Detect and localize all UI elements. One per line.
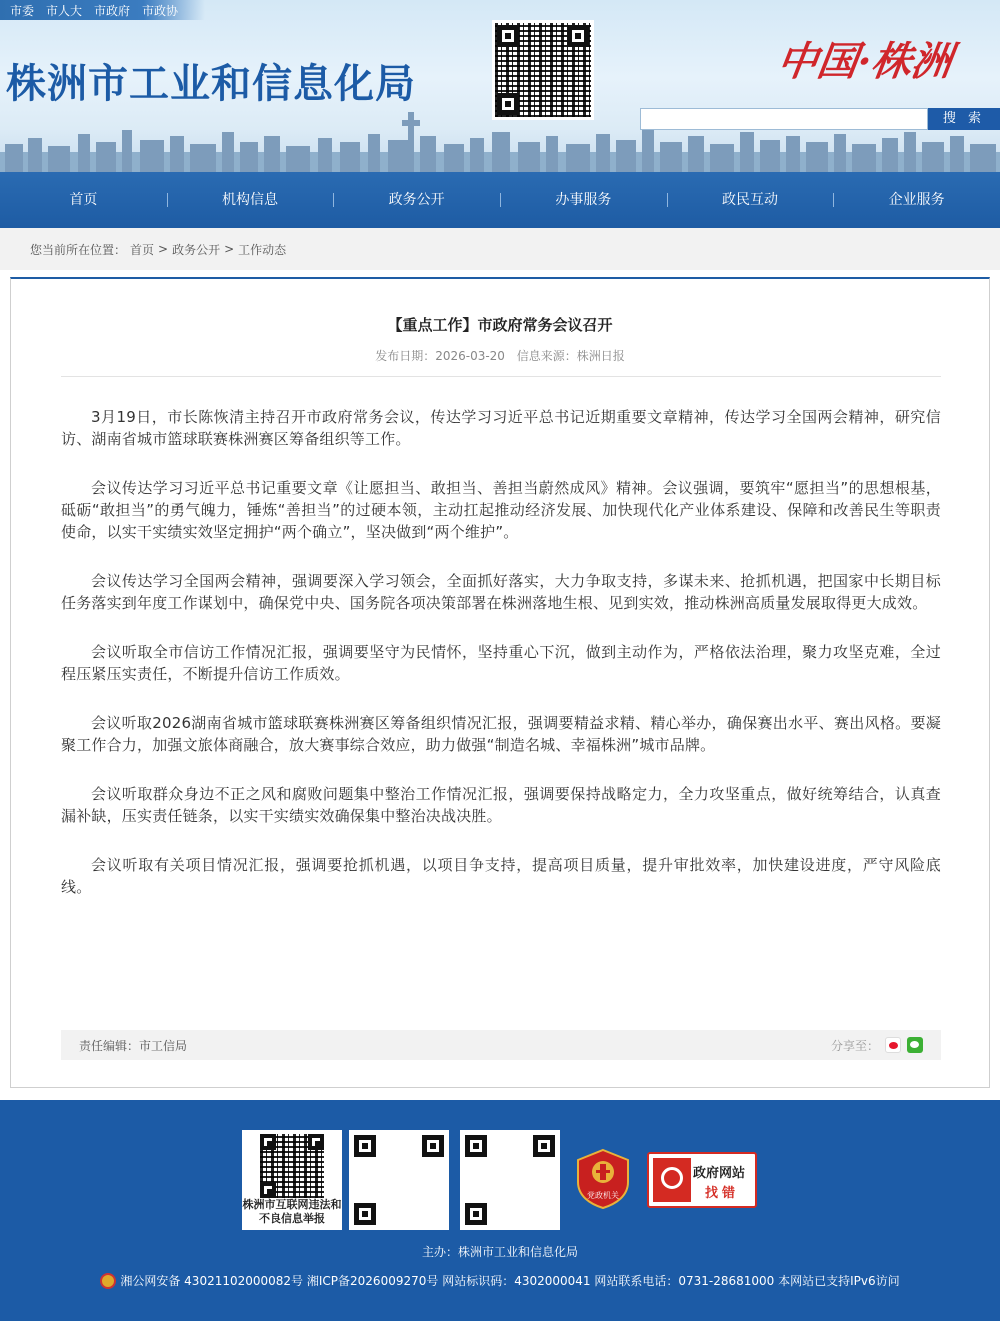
breadcrumb-prefix: 您当前所在位置： [30,242,127,257]
breadcrumb-separator: > [224,242,235,256]
report-qr-code-icon [260,1134,324,1198]
app-qr-code-icon [460,1130,560,1230]
china-zhuzhou-logo: 中国·株洲 [774,38,955,85]
article-paragraph: 会议听取群众身边不正之风和腐败问题集中整治工作情况汇报，强调要保持战略定力，全力攻坚重点，做好统筹结合，认真查漏补缺，压实责任链条，以实干实绩实效确保集中整治决战决胜。 [61,785,941,825]
magnifier-icon [653,1158,691,1202]
top-link-party-committee[interactable]: 市委 [10,3,35,18]
nav-item-government-affairs[interactable]: 政务公开 [333,172,500,228]
breadcrumb-item-home[interactable]: 首页 [130,242,155,257]
share-label: 分享至： [830,1038,879,1053]
article-paragraph: 会议传达学习习近平总书记重要文章《让愿担当、敢担当、善担当蔚然成风》精神。会议强调，要筑牢“愿担当”的思想根基，砥砺“敢担当”的勇气魄力，锤炼“善担当”的过硬本领，主动扛起推动经济发展、加快现代化产业体系建设、保障和改善民生等职责使命，以实干实绩实效坚定拥护“两个确立”，坚决做到“两个维护”。 [61,479,941,541]
city-skyline-image [0,112,1000,172]
breadcrumb [0,228,1000,270]
gov-error-line1: 政府网站 [693,1166,746,1181]
responsible-editor: 责任编辑：市工信局 [79,1038,188,1053]
top-link-cppcc[interactable]: 市政协 [142,3,179,18]
site-header [0,0,1000,172]
article-container [10,277,990,1088]
article-paragraph: 会议听取2026湖南省城市篮球联赛株洲赛区筹备组织情况汇报，强调要精益求精、精心举办，确保赛出水平、赛出风格。要凝聚工作合力，加强文旅体商融合，放大赛事综合效应，助力做强“制造名城、幸福株洲”城市品牌。 [61,714,941,754]
article-body [61,406,941,925]
illegal-info-report-card[interactable] [242,1130,342,1230]
site-footer [0,1100,1000,1321]
article-meta [11,347,989,364]
main-nav [0,172,1000,228]
nav-item-services[interactable]: 办事服务 [500,172,667,228]
breadcrumb-item-work-news[interactable]: 工作动态 [238,242,287,257]
share-area [831,1037,923,1054]
article-footer-bar [61,1030,941,1060]
police-badge-icon [100,1273,116,1289]
top-link-npc[interactable]: 市人大 [46,3,83,18]
nav-item-enterprise[interactable]: 企业服务 [833,172,1000,228]
party-government-agency-badge-icon[interactable] [576,1148,630,1210]
record-info-text: 湘公网安备 43021102000082号 湘ICP备2026009270号 网站标识码：4302000041 网站联系电话：0731-28681000 本网站已支持IPv6访问 [120,1274,900,1288]
nav-item-organization[interactable]: 机构信息 [167,172,334,228]
record-info-line [0,1272,1000,1289]
nav-item-interaction[interactable]: 政民互动 [667,172,834,228]
article-title: 【重点工作】市政府常务会议召开 [387,316,613,334]
qr-code-icon [492,20,594,120]
report-label: 株洲市互联网违法和不良信息举报 [242,1198,342,1225]
gov-website-error-report-badge[interactable] [647,1152,757,1208]
info-source: 信息来源：株洲日报 [516,349,625,363]
search-button[interactable]: 搜 索 [928,108,1000,130]
article-paragraph: 3月19日，市长陈恢清主持召开市政府常务会议，传达学习习近平总书记近期重要文章精神，传达学习全国两会精神，研究信访、湖南省城市篮球联赛株洲赛区筹备组织等工作。 [61,408,941,448]
site-title: 株洲市工业和信息化局 [6,61,416,107]
gov-error-line2: 找错 [705,1186,740,1201]
sponsor-info: 主办：株洲市工业和信息化局 [421,1245,578,1259]
party-badge-text: 党政机关 [587,1191,619,1200]
title-divider [61,376,941,377]
article-paragraph: 会议听取有关项目情况汇报，强调要抢抓机遇，以项目争支持，提高项目质量，提升审批效率，加快建设进度，严守风险底线。 [61,856,941,896]
breadcrumb-item-government-affairs[interactable]: 政务公开 [172,242,221,257]
publish-date: 发布日期：2026-03-20 [375,349,505,363]
article-paragraph: 会议传达学习全国两会精神，强调要深入学习领会，全面抓好落实，大力争取支持，多谋未来、抢抓机遇，把国家中长期目标任务落实到年度工作谋划中，确保党中央、国务院各项决策部署在株洲落地生根、见到实效，推动株洲高质量发展取得更大成效。 [61,572,941,612]
wechat-qr-code-icon [349,1130,449,1230]
top-link-government[interactable]: 市政府 [94,3,131,18]
top-links-bar [0,0,205,20]
article-paragraph: 会议听取全市信访工作情况汇报，强调要坚守为民情怀，坚持重心下沉，做到主动作为，严格依法治理，聚力攻坚克难，全过程压紧压实责任，不断提升信访工作质效。 [61,643,941,683]
breadcrumb-separator: > [158,242,169,256]
wechat-share-icon[interactable] [907,1037,923,1053]
nav-item-home[interactable]: 首页 [69,192,98,208]
weibo-share-icon[interactable] [885,1037,901,1053]
